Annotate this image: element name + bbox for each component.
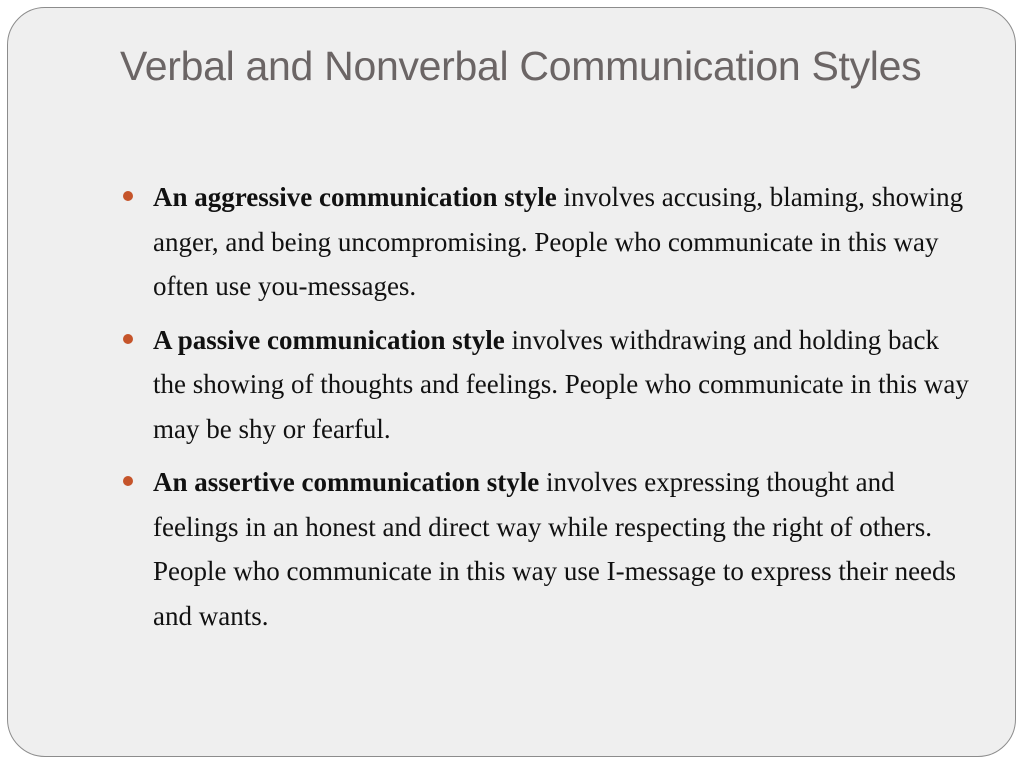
- bullet-text: involves withdrawing and holding back the showing of thoughts and feelings. People who communicate in this way may be shy or fearful.: [153, 324, 969, 444]
- bullet-dot-icon: [123, 476, 133, 486]
- bullet-passive-style: [122, 318, 972, 452]
- bullet-assertive-style: [122, 460, 972, 638]
- bullet-dot-icon: [123, 334, 133, 344]
- bullet-list: [122, 175, 972, 647]
- slide: [7, 7, 1016, 757]
- slide-title: Verbal and Nonverbal Communication Styles: [120, 43, 922, 89]
- bullet-text: involves accusing, blaming, showing anger, and being uncompromising. People who communicate in this way often use you-messages.: [153, 182, 964, 301]
- bullet-text: involves expressing thought and feelings in an honest and direct way while respecting the right of others. People who communicate in this way use I-message to express their needs and wants.: [153, 467, 957, 631]
- bullet-term: An assertive communication style: [153, 467, 540, 497]
- bullet-term: A passive communication style: [153, 324, 505, 355]
- bullet-dot-icon: [123, 191, 133, 201]
- bullet-aggressive-style: [122, 175, 972, 309]
- bullet-term: An aggressive communication style: [153, 182, 557, 212]
